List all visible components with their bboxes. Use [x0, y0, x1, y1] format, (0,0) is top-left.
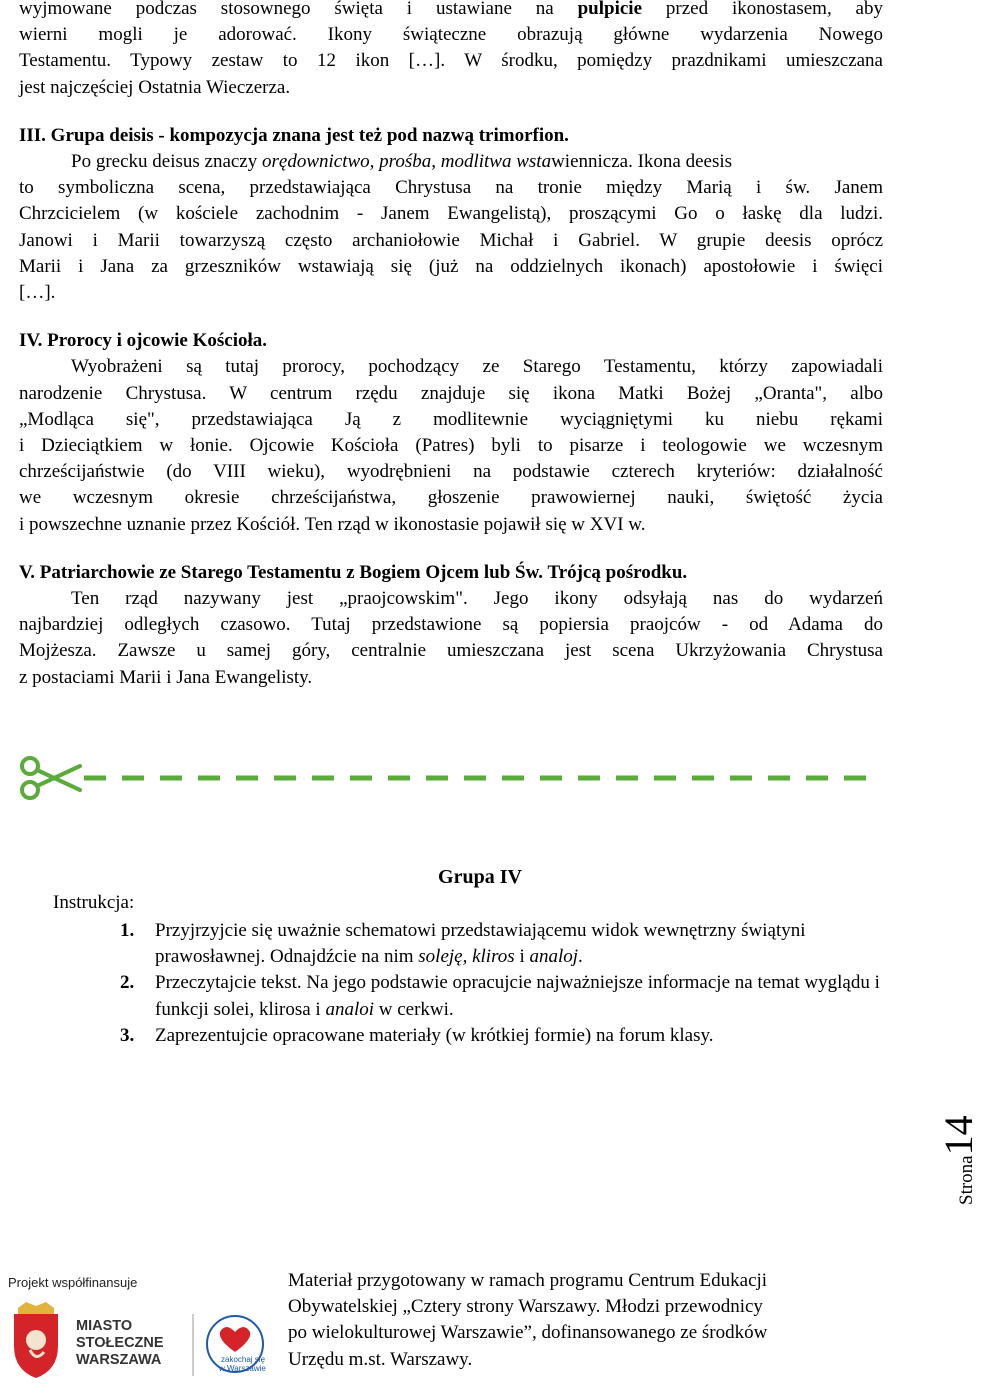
paragraph-line: i powszechne uznanie przez Kościół. Ten rząd w ikonostasie pojawił się w XVI w. — [19, 513, 646, 535]
paragraph-line: „Modląca się", przedstawiająca Ją z modlitewnie wyciągniętymi ku niebu rękami — [19, 408, 883, 430]
paragraph-line: Testamentu. Typowy zestaw to 12 ikon […]. W środku, pomiędzy prazdnikami umieszczana — [19, 50, 883, 72]
section-heading-3: III. Grupa deisis - kompozycja znana jest też pod nazwą trimorfion. — [19, 124, 569, 146]
instruction-label: Instrukcja: — [53, 892, 135, 913]
page-number — [935, 1115, 982, 1205]
group-title: Grupa IV — [438, 866, 522, 888]
paragraph-line: chrześcijaństwie (do VIII wieku), wyodrębnieni na podstawie czterech kryteriów: działalność — [19, 461, 883, 483]
instruction-list — [120, 918, 884, 1049]
paragraph-line: Chrzcicielem (w kościele zachodnim - Janem Ewangelistą), proszącymi Go o łaskę dla ludzi. — [19, 203, 883, 225]
paragraph-line: Po grecku deisus znaczy orędownictwo, prośba, modlitwa wstawiennicza. Ikona deesis — [71, 151, 733, 173]
scissors-icon — [22, 758, 80, 798]
paragraph-line: Ten rząd nazywany jest „praojcowskim". Jego ikony odsyłają nas do wydarzeń — [71, 588, 883, 610]
paragraph-line: najbardziej odległych czasowo. Tutaj przedstawione są popiersia praojców - od Adama do — [19, 614, 883, 636]
paragraph-line: Janowi i Marii towarzyszą często archaniołowie Michał i Gabriel. W grupie deesis oprócz — [19, 229, 883, 251]
section-heading-4: IV. Prorocy i ojcowie Kościoła. — [19, 330, 268, 352]
paragraph-line: we wczesnym okresie chrześcijaństwa, głoszenie prawowiernej nauki, świętość życia — [19, 487, 883, 509]
paragraph-line: i Dzieciątkiem w łonie. Ojcowie Kościoła (Patres) byli to pisarze i teologowie we wczesnym — [19, 435, 883, 457]
paragraph-line: Wyobrażeni są tutaj prorocy, pochodzący ze Starego Testamentu, którzy zapowiadali — [71, 356, 883, 378]
main-text — [19, 0, 883, 691]
footer-credit: Materiał przygotowany w ramach programu Centrum Edukacji Obywatelskiej „Cztery strony Warszawy. Młodzi przewodnicy po wielokulturowej Warszawie”, dofinansowanego ze środków Urzędu m.st. Warszawy. — [288, 1270, 768, 1370]
page-number-label: Strona — [956, 1155, 977, 1205]
instruction-item: 3. Zaprezentujcie opracowane materiały (w krótkiej formie) na forum klasy. — [120, 1024, 714, 1046]
love-warsaw-logo-text: w Warszawie — [219, 1364, 266, 1373]
bold-term: pulpicie — [577, 0, 643, 19]
paragraph-line: jest najczęściej Ostatnia Wieczerza. — [19, 76, 291, 98]
cut-line — [18, 756, 878, 800]
paragraph-line: wierni mogli je adorować. Ikony świąteczne obrazują główne wydarzenia Nowego — [19, 24, 883, 46]
paragraph-line: Marii i Jana za grzeszników wstawiają się (już na oddzielnych ikonach) apostołowie i święci — [19, 255, 883, 277]
warsaw-crest-icon — [14, 1302, 58, 1378]
cofinanced-label: Projekt współfinansuje — [8, 1275, 138, 1290]
italic-phrase: orędownictwo, prośba, modlitwa wsta — [262, 151, 552, 173]
section-heading-5: V. Patriarchowie ze Starego Testamentu z Bogiem Ojcem lub Św. Trójcą pośrodku. — [19, 561, 688, 583]
paragraph-line: wyjmowane podczas stosownego święta i ustawiane na pulpicie przed ikonostasem, aby — [19, 0, 883, 19]
instruction-item: 2. Przeczytajcie tekst. Na jego podstawie opracujcie najważniejsze informacje na temat wyglądu i funkcji solei, klirosa i analoi w cerkwi. — [120, 972, 880, 1020]
paragraph-line: Mojżesza. Zawsze u samej góry, centralnie umieszczana jest scena Ukrzyżowania Chrystusa — [19, 640, 883, 662]
city-logo-text: MIASTO STOŁECZNE WARSZAWA — [76, 1318, 164, 1368]
page-number-value: 14 — [936, 1115, 981, 1156]
paragraph-line: […]. — [19, 282, 56, 304]
love-warsaw-logo-text: zakochaj się — [221, 1355, 266, 1364]
paragraph-line: narodzenie Chrystusa. W centrum rzędu znajduje się ikona Matki Bożej „Oranta", albo — [19, 382, 883, 404]
instruction-item: 1. Przyjrzyjcie się uważnie schematowi przedstawiającemu widok wewnętrzny świątyni prawosławnej. Odnajdźcie na nim soleję, kliros i analoj. — [120, 920, 806, 968]
paragraph-line: z postaciami Marii i Jana Ewangelisty. — [19, 666, 313, 688]
paragraph-line: to symboliczna scena, przedstawiająca Chrystusa na tronie między Marią i św. Janem — [19, 177, 883, 199]
